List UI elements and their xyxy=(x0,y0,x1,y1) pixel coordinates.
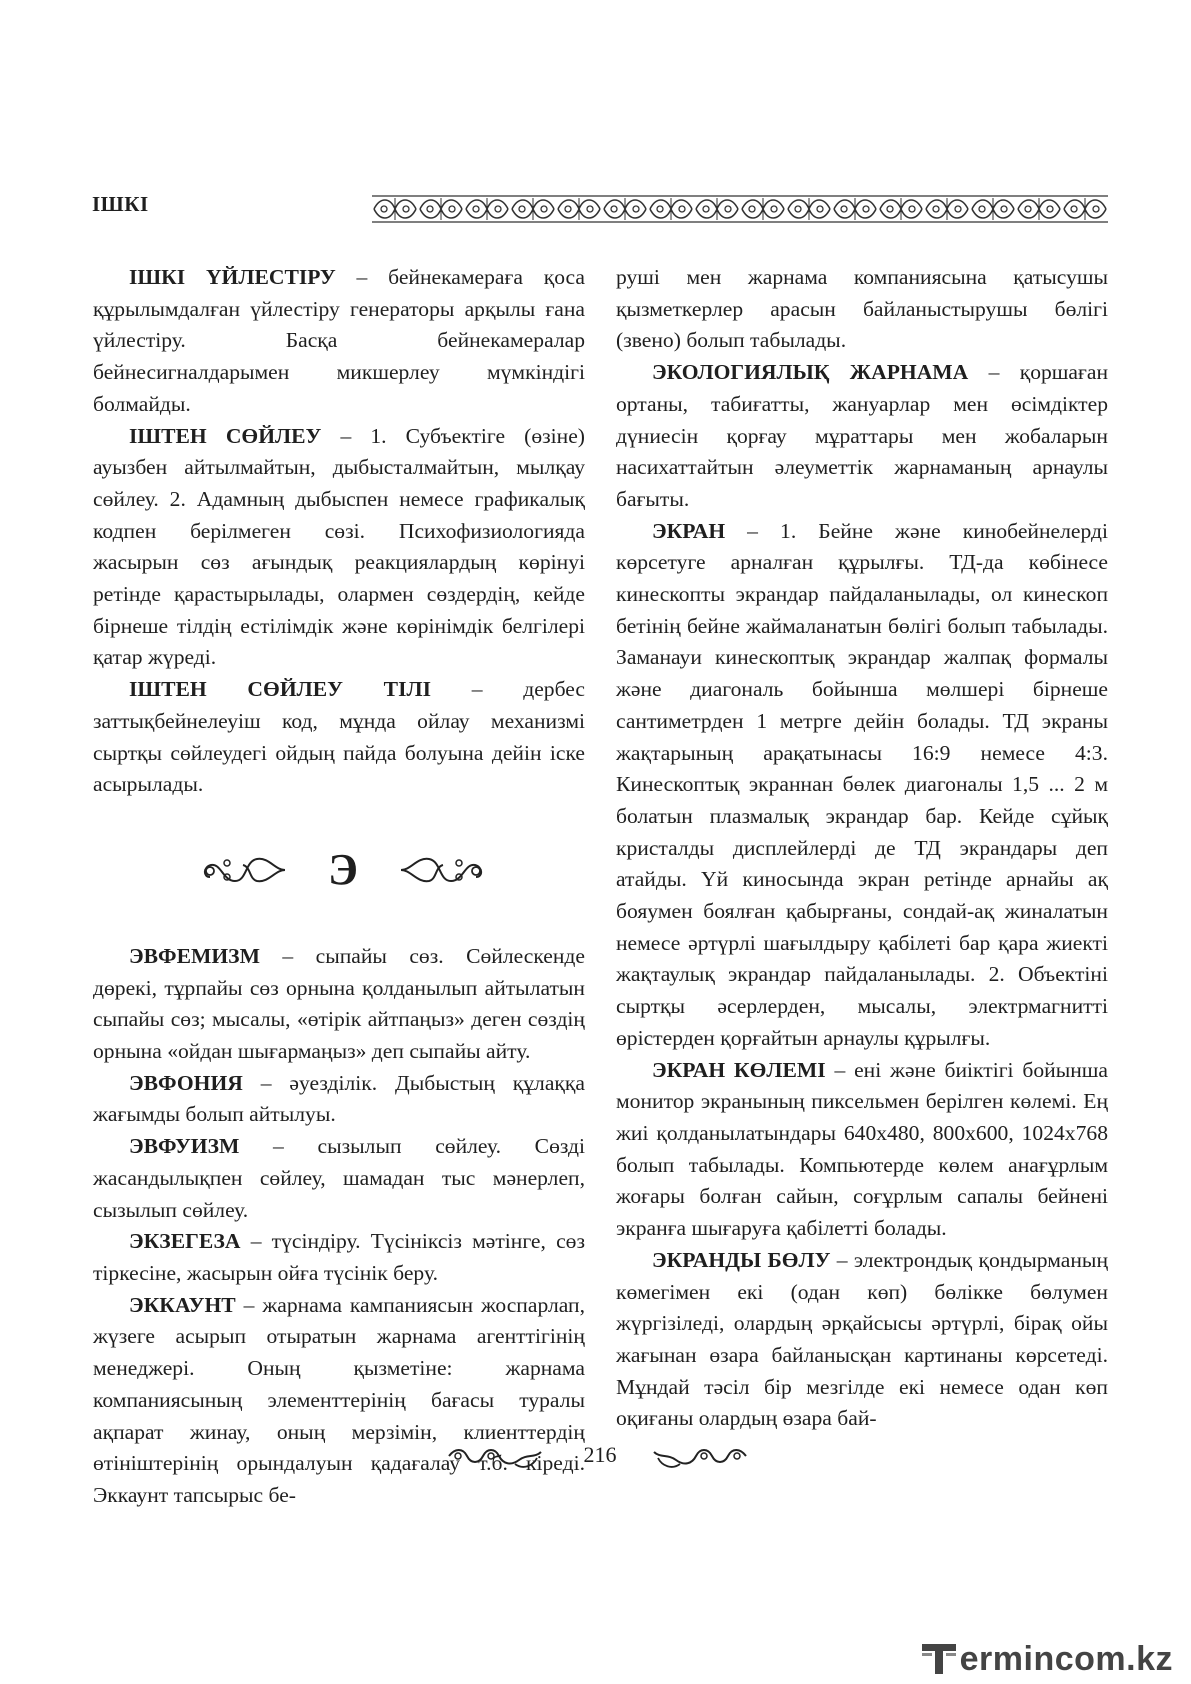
scroll-ornament-left-icon xyxy=(197,851,287,889)
dictionary-entry xyxy=(616,1055,1108,1245)
watermark-text: ermincom.kz xyxy=(959,1639,1173,1678)
entry-definition: – электрондық қондырманың көмегімен екі (одан көп) бөлікке бөлумен жүргізіледі, олардың әрқайсысы әртүрлі, бірақ ойы жағынан өзара байланысқан картинаны көрсетеді. Мұндай тәсіл бір мезгілде екі немесе одан көп оқиғаны олардың өзара бай- xyxy=(616,1247,1108,1431)
footer-ornament-left-icon xyxy=(445,1444,545,1472)
header-ornament-band xyxy=(372,194,1108,224)
dictionary-entry xyxy=(93,262,585,421)
entry-definition: – дербес заттықбейнелеуіш код, мұнда ойлау механизмі сыртқы сөйлеудегі ойдың пайда болуына дейін іске асырылады. xyxy=(93,677,585,797)
entry-definition: – бейнекамераға қоса құрылымдалған үйлестіру генераторы арқылы ғана үйлестіру. Басқа бейнекамералар бейнесигналдарымен микшерлеу мүмкіндігі болмайды. xyxy=(93,265,585,416)
footer-ornament-right-icon xyxy=(650,1444,750,1472)
scroll-ornament-right-icon xyxy=(399,851,489,889)
dictionary-entry xyxy=(93,1226,585,1289)
entry-definition: – жарнама кампаниясын жоспарлап, жүзеге асырып отыратын жарнама агенттігінің менеджері. Оның қызметіне: жарнама компаниясының элементтерінің бағасы туралы ақпарат жинау, оның мерзімін, клиенттердің өтініштерінің орындалуын қадағалау т.б. кіреді. Эккаунт тапсырыс бе- xyxy=(93,1292,585,1507)
entry-continuation: руші мен жарнама компаниясына қатысушы қызметкерлер арасын байланыстырушы бөлігі (звено) болып табылады. xyxy=(616,265,1108,353)
dictionary-entry xyxy=(93,1131,585,1226)
section-letter: Э xyxy=(328,844,358,894)
entry-term: ЭКЗЕГЕЗА xyxy=(129,1229,241,1254)
entry-definition: – түсіндіру. Түсініксіз мәтінге, сөз тіркесіне, жасырын ойға түсінік беру. xyxy=(93,1229,585,1285)
entry-definition: – 1. Субъектіге (өзіне) ауызбен айтылмайтын, дыбысталмайтын, мылқау сөйлеу. 2. Адамның дыбыспен немесе графикалық кодпен берілмеген сөзі. Психофизиологияда жасырын сөз ағындық реакциялардың көрінуі ретінде қарастырылады, олармен сөздердің, кейде бірнеше тілдің естілімдік және көрінімдік белгілері қатар жүреді. xyxy=(93,423,585,670)
dictionary-entry xyxy=(93,421,585,675)
entry-term: ІШКІ ҮЙЛЕСТІРУ xyxy=(129,265,336,289)
right-column xyxy=(616,262,1108,1435)
entry-term: ЭВФУИЗМ xyxy=(129,1134,240,1159)
dictionary-entry xyxy=(93,1068,585,1131)
entry-term: ЭКРАН xyxy=(652,518,726,543)
entry-term: ЭКРАНДЫ БӨЛУ xyxy=(652,1247,831,1272)
entry-term: ЭКОЛОГИЯЛЫҚ ЖАРНАМА xyxy=(652,360,969,385)
entry-definition: – қоршаған ортаны, табиғатты, жануарлар мен өсімдіктер дүниесін қорғау мұраттары мен жобаларын насихаттайтын әлеуметтік жарнаманың арнаулы бағыты. xyxy=(616,360,1109,511)
entry-term: ЭВФЕМИЗМ xyxy=(129,943,260,968)
entry-term: ЭКРАН КӨЛЕМІ xyxy=(652,1057,826,1082)
dictionary-entry xyxy=(93,941,585,1068)
entry-term: ЭВФОНИЯ xyxy=(129,1070,243,1095)
entry-definition: – сызылып сөйлеу. Сөзді жасандылықпен сөйлеу, шамадан тыс мәнерлеп, сызылып сөйлеу. xyxy=(93,1134,585,1222)
entry-term: ІШТЕН СӨЙЛЕУ xyxy=(129,423,322,448)
page-number: 216 xyxy=(583,1442,617,1467)
entry-definition: – сыпайы сөз. Сөйлескенде дөрекі, тұрпайы сөз орнына қолданылып айтылатын сыпайы сөз; мысалы, «өтірік айтпаңыз» деген сөздің орнына «ойдан шығармаңыз» деп сыпайы айту. xyxy=(93,943,585,1064)
running-head: ІШКІ xyxy=(92,192,149,216)
entry-definition: – ені және биіктігі бойынша монитор экранының пиксельмен берілген көлемі. Ең жиі қолданылатындары 640х480, 800х600, 1024х768 болып табылады. Компьютерде көлем анағұрлым жоғары болған сайын, соғұрлым сапалы бейнені экранға шығаруға қабілетті болады. xyxy=(616,1057,1108,1241)
entry-term: ІШТЕН СӨЙЛЕУ ТІЛІ xyxy=(129,677,431,702)
t-logo-icon xyxy=(920,1641,958,1677)
entry-definition: – әуезділік. Дыбыстың құлаққа жағымды болып айтылуы. xyxy=(93,1070,585,1127)
entry-definition: – 1. Бейне және кинобейнелерді көрсетуге арналған құрылғы. ТД-да көбінесе кинескопты экрандар пайдаланылады, ол кинескоп бетінің бейне жаймаланатын бөлігі болып табылады. Заманауи кинескоптық экрандар жалпақ формалы және диагональ бойынша мөлшері бірнеше сантиметрден 1 метрге дейін болады. ТД экраны жақтарының арақатынасы 16:9 немесе 4:3. Кинескоптық экраннан бөлек диагоналы 1,5 ... 2 м болатын плазмалық экрандар бар. Кейде сұйық кристалды дисплейлерді де ТД экрандары деп атайды. Үй киносында экран ретінде арнайы ақ бояумен боялған қабырғаны, сондай-ақ жиналатын немесе әртүрлі шағылдыру қабілеті бар қара жиекті жақтаулық экрандар пайдаланылады. 2. Объектіні сыртқы әсерлерден, мысалы, электрмагнитті өрістерден қорғайтын арнаулы құрылғы. xyxy=(616,518,1108,1050)
entry-term: ЭККАУНТ xyxy=(129,1292,236,1317)
site-watermark xyxy=(920,1640,1173,1678)
dictionary-entry xyxy=(93,674,585,801)
section-letter-divider xyxy=(93,835,585,905)
page-footer xyxy=(0,1440,1191,1480)
left-column xyxy=(93,262,585,1512)
dictionary-entry xyxy=(616,357,1108,516)
dictionary-entry xyxy=(616,516,1108,1055)
dictionary-entry xyxy=(616,1245,1108,1435)
